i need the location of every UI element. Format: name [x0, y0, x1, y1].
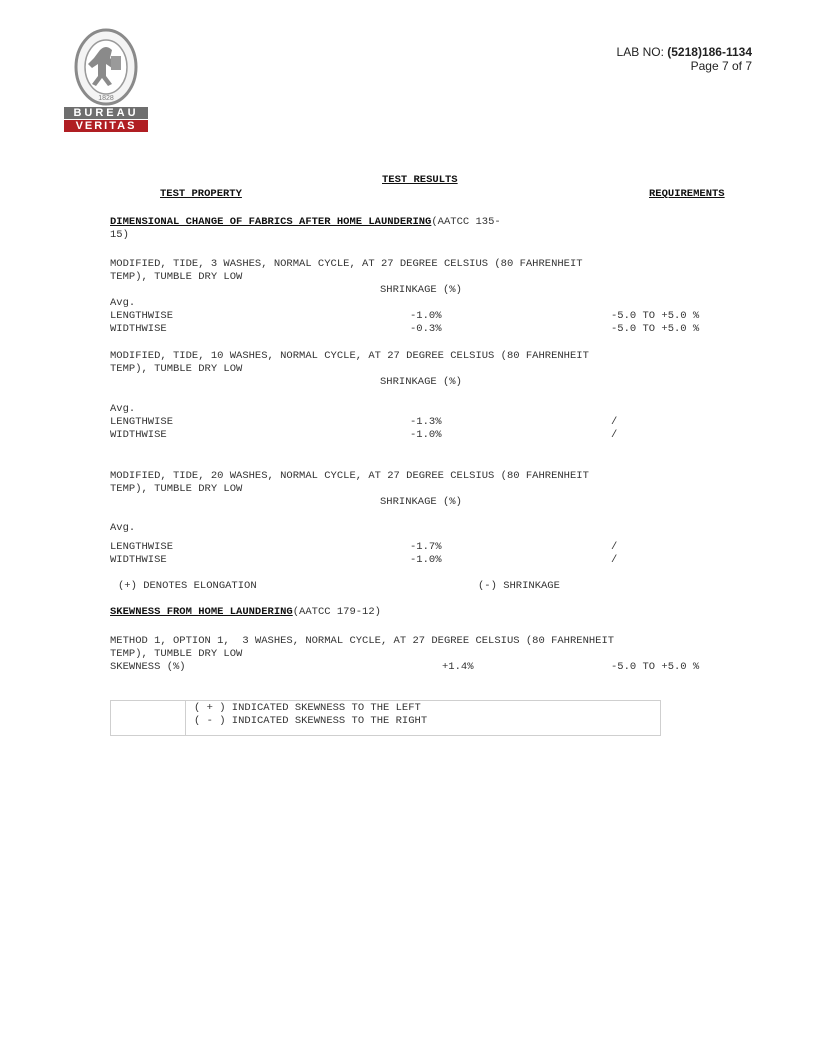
block3-row-label: LENGTHWISE: [110, 541, 174, 553]
block2-line1: MODIFIED, TIDE, 10 WASHES, NORMAL CYCLE, AT 27 DEGREE CELSIUS (80 FAHRENHEIT: [110, 350, 589, 362]
block3-row-label: WIDTHWISE: [110, 554, 167, 566]
block3-shrinkage-label: SHRINKAGE (%): [380, 496, 462, 508]
block2-avg: Avg.: [110, 403, 136, 415]
note-shrinkage: (-) SHRINKAGE: [478, 580, 560, 592]
skewness-heading: SKEWNESS FROM HOME LAUNDERING: [110, 606, 293, 618]
block1-row-label: WIDTHWISE: [110, 323, 167, 335]
skewness-req: -5.0 TO +5.0 %: [611, 661, 700, 673]
block2-row-label: WIDTHWISE: [110, 429, 167, 441]
note-elongation: (+) DENOTES ELONGATION: [118, 580, 257, 592]
lab-number-value: (5218)186-1134: [667, 45, 752, 59]
lab-number: [617, 45, 752, 59]
legend-divider: [185, 701, 186, 735]
page-number: Page 7 of 7: [690, 59, 752, 73]
block3-row-req: /: [611, 554, 618, 566]
block1-line1: MODIFIED, TIDE, 3 WASHES, NORMAL CYCLE, AT 27 DEGREE CELSIUS (80 FAHRENHEIT: [110, 258, 583, 270]
test-results-title: TEST RESULTS: [382, 174, 458, 186]
lab-header: [617, 45, 752, 73]
block2-row-value: -1.3%: [410, 416, 442, 428]
block3-row-value: -1.0%: [410, 554, 442, 566]
legend-left: ( + ) INDICATED SKEWNESS TO THE LEFT: [194, 702, 421, 714]
skewness-line1: METHOD 1, OPTION 1, 3 WASHES, NORMAL CYCLE, AT 27 DEGREE CELSIUS (80 FAHRENHEIT: [110, 635, 615, 647]
block3-avg: Avg.: [110, 522, 136, 534]
block1-row-req: -5.0 TO +5.0 %: [611, 323, 700, 335]
block2-row-value: -1.0%: [410, 429, 442, 441]
skewness-heading-line: [110, 606, 381, 619]
block1-row-label: LENGTHWISE: [110, 310, 174, 322]
dimensional-method-cont: 15): [110, 229, 129, 241]
skewness-method: (AATCC 179-12): [292, 606, 381, 618]
test-property-heading: TEST PROPERTY: [160, 188, 242, 200]
dimensional-method: (AATCC 135-: [431, 216, 501, 228]
legend-right: ( - ) INDICATED SKEWNESS TO THE RIGHT: [194, 715, 428, 727]
skewness-line2: TEMP), TUMBLE DRY LOW: [110, 648, 243, 660]
lab-number-label: LAB NO:: [616, 45, 664, 59]
block3-line1: MODIFIED, TIDE, 20 WASHES, NORMAL CYCLE, AT 27 DEGREE CELSIUS (80 FAHRENHEIT: [110, 470, 589, 482]
svg-text:1828: 1828: [98, 95, 114, 102]
block2-shrinkage-label: SHRINKAGE (%): [380, 376, 462, 388]
block1-avg: Avg.: [110, 297, 136, 309]
skewness-label: SKEWNESS (%): [110, 661, 186, 673]
dimensional-heading: DIMENSIONAL CHANGE OF FABRICS AFTER HOME LAUNDERING: [110, 216, 432, 228]
logo-bureau: BUREAU: [64, 107, 148, 119]
block3-row-value: -1.7%: [410, 541, 442, 553]
block2-row-req: /: [611, 429, 618, 441]
skewness-value: +1.4%: [442, 661, 474, 673]
block1-row-value: -0.3%: [410, 323, 442, 335]
requirements-heading: REQUIREMENTS: [649, 188, 725, 200]
block2-row-label: LENGTHWISE: [110, 416, 174, 428]
block3-row-req: /: [611, 541, 618, 553]
block2-row-req: /: [611, 416, 618, 428]
block1-row-req: -5.0 TO +5.0 %: [611, 310, 700, 322]
dimensional-heading-line: [110, 216, 501, 229]
block3-line2: TEMP), TUMBLE DRY LOW: [110, 483, 243, 495]
logo-veritas: VERITAS: [64, 120, 148, 132]
block1-line2: TEMP), TUMBLE DRY LOW: [110, 271, 243, 283]
block1-shrinkage-label: SHRINKAGE (%): [380, 284, 462, 296]
block2-line2: TEMP), TUMBLE DRY LOW: [110, 363, 243, 375]
block1-row-value: -1.0%: [410, 310, 442, 322]
